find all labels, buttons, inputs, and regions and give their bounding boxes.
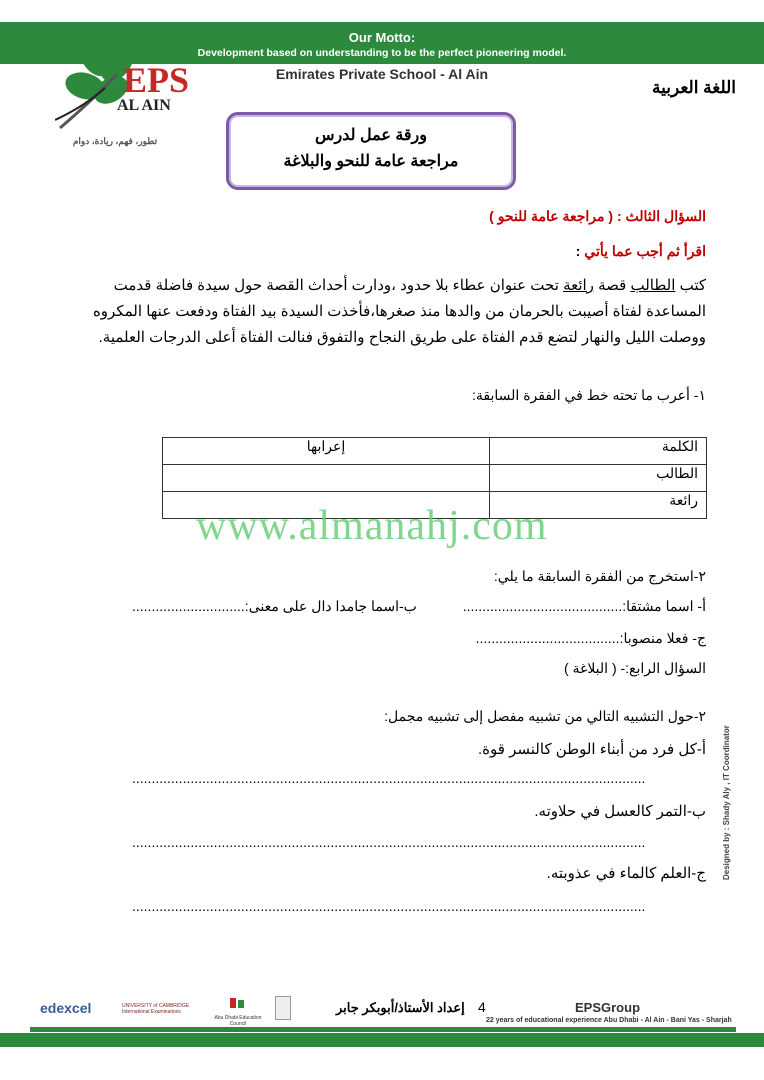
passage-line: كتب الطالب قصة رائعة تحت عنوان عطاء بلا حدود ،ودارت أحداث القصة حول سيدة فاضلة قدمت — [113, 277, 706, 294]
partner-logo-cambridge: UNIVERSITY of CAMBRIDGE International Examinations — [122, 1003, 190, 1015]
passage-line: المساعدة لفتاة أصيبت بالحرمان من والدها منذ صغرها،فأخذت السيدة بيد الفتاة ودفعت عنها المكروه — [92, 303, 706, 320]
question3-q1: ١- أعرب ما تحته خط في الفقرة السابقة: — [472, 387, 706, 403]
table-row — [163, 465, 707, 492]
table-cell: رائعة — [490, 492, 707, 519]
adec-icon — [228, 996, 248, 1010]
question4-item-a: أ-كل فرد من أبناء الوطن كالنسر قوة. — [478, 741, 706, 758]
page-number: 4 — [478, 999, 486, 1015]
footer-divider — [30, 1027, 736, 1032]
motto-title: Our Motto: — [348, 30, 416, 45]
question4-item-b: ب-التمر كالعسل في حلاوته. — [534, 803, 706, 820]
answer-line[interactable]: .................................................................................................................................... — [132, 770, 646, 786]
emblem-icon — [275, 996, 291, 1020]
prepared-by: إعداد الأستاذ/أبوبكر جابر — [336, 1000, 465, 1015]
school-logo — [55, 28, 230, 156]
experience-line: 22 years of educational experience Abu Dhabi - Al Ain - Bani Yas - Sharjah — [486, 1017, 732, 1024]
table-header-word: الكلمة — [490, 438, 707, 465]
passage-line: ووصلت الليل والنهار لتضع قدم الفتاة على طريق النجاح والتفوق فنالت الفتاة أعلى الدرجات العلمية. — [98, 329, 706, 346]
worksheet-title-line2: مراجعة عامة للنحو والبلاغة — [283, 153, 459, 170]
clover-logo-icon — [55, 28, 230, 156]
worksheet-title-line1: ورقة عمل لدرس — [314, 127, 427, 144]
question3-passage — [46, 273, 706, 351]
question4-instruction: ٢-حول التشبيه التالي من تشبيه مفصل إلى تشبيه مجمل: — [384, 708, 706, 724]
answer-line[interactable]: .................................................................................................................................... — [132, 898, 646, 914]
group-label: EPSGroup — [575, 1000, 641, 1015]
table-cell: الطالب — [490, 465, 707, 492]
question4-item-c: ج-العلم كالماء في عذوبته. — [546, 865, 706, 882]
table-header-parsing: إعرابها — [163, 438, 490, 465]
table-row — [163, 438, 707, 465]
logo-sub-text: AL AIN — [117, 97, 171, 114]
footer-bar — [0, 1033, 764, 1047]
subject-label: اللغة العربية — [651, 78, 736, 97]
logo-main-text: EPS — [123, 60, 190, 100]
question3-instruction: اقرأ ثم أجب عما يأتي : — [575, 243, 706, 259]
partner-logo-edexcel: edexcel — [40, 1000, 92, 1016]
adec-label: Abu Dhabi Education Council — [214, 1015, 262, 1027]
question3-heading: السؤال الثالث : ( مراجعة عامة للنحو ) — [489, 208, 706, 224]
worksheet-title-box — [226, 112, 516, 190]
answer-cell[interactable] — [163, 465, 490, 492]
question3-q2b: ب-اسما جامدا دال على معنى:............................. — [132, 598, 417, 614]
question3-q2c: ج- فعلا منصوبا:..................................... — [475, 630, 706, 646]
motto-text: Development based on understanding to be the perfect pioneering model. — [197, 47, 567, 59]
watermark: www.almanahj.com — [196, 503, 548, 549]
question3-q2: ٢-استخرج من الفقرة السابقة ما يلي: — [493, 568, 706, 584]
question3-q2a: أ- اسما مشتقا:......................................... — [462, 598, 706, 614]
answer-line[interactable]: .................................................................................................................................... — [132, 834, 646, 850]
school-name: Emirates Private School - Al Ain — [275, 66, 489, 82]
logo-tagline: تطور، فهم، ريادة، دوام — [72, 136, 158, 146]
question4-heading: السؤال الرابع:- ( البلاغة ) — [563, 660, 706, 676]
designer-credit: Designed by : Shady Aly , IT Coordinator — [722, 725, 731, 880]
partner-logo-adec — [208, 996, 268, 1027]
